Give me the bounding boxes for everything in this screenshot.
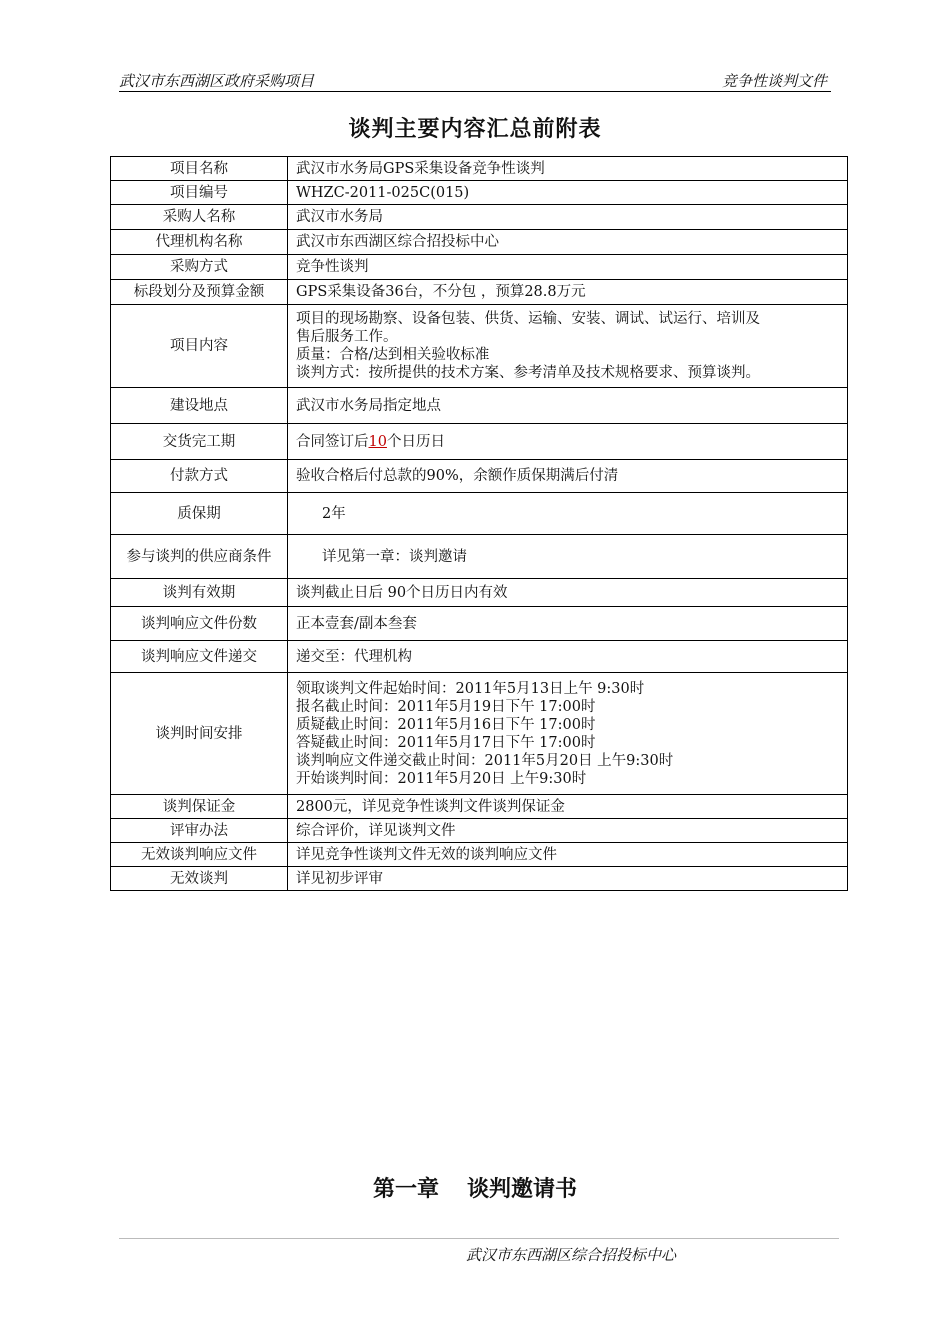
row-value-schedule <box>288 673 848 795</box>
row-value-deposit: 2800元，详见竞争性谈判文件谈判保证金 <box>288 795 848 819</box>
content-line: 项目的现场勘察、设备包装、供货、运输、安装、调试、试运行、培训及 <box>296 311 760 327</box>
schedule-line: 质疑截止时间：2011年5月16日下午 17:00时 <box>296 716 596 733</box>
schedule-line: 答疑截止时间：2011年5月17日下午 17:00时 <box>296 734 596 751</box>
row-value-evaluation: 综合评价，详见谈判文件 <box>288 819 848 843</box>
row-label-method: 采购方式 <box>111 255 288 280</box>
table-row <box>111 535 848 579</box>
header-left-text: 武汉市东西湖区政府采购项目 <box>119 72 315 90</box>
page-footer: 武汉市东西湖区综合招投标中心 <box>466 1246 677 1264</box>
content-line: 谈判方式：按所提供的技术方案、参考清单及技术规格要求、预算谈判。 <box>296 365 760 381</box>
table-row <box>111 493 848 535</box>
table-row <box>111 255 848 280</box>
row-label-invalid-response: 无效谈判响应文件 <box>111 843 288 867</box>
chapter-name: 谈判邀请书 <box>467 1177 578 1202</box>
chapter-number: 第一章 <box>372 1177 439 1202</box>
row-label-agency: 代理机构名称 <box>111 230 288 255</box>
row-label-validity: 谈判有效期 <box>111 579 288 607</box>
row-label-supplier: 参与谈判的供应商条件 <box>111 535 288 579</box>
row-value-payment: 验收合格后付总款的90%，余额作质保期满后付清 <box>288 460 848 493</box>
row-label-schedule: 谈判时间安排 <box>111 673 288 795</box>
row-value-purchaser: 武汉市水务局 <box>288 205 848 230</box>
table-row <box>111 641 848 673</box>
row-value-warranty: 2年 <box>288 493 848 535</box>
row-value-content <box>288 305 848 388</box>
header-right-text: 竞争性谈判文件 <box>721 72 827 90</box>
footer-divider <box>119 1238 839 1239</box>
row-value-budget: GPS采集设备36台，不分包 ，预算28.8万元 <box>288 280 848 305</box>
row-label-purchaser: 采购人名称 <box>111 205 288 230</box>
row-label-copies: 谈判响应文件份数 <box>111 607 288 641</box>
table-row <box>111 388 848 424</box>
table-row <box>111 843 848 867</box>
row-label-evaluation: 评审办法 <box>111 819 288 843</box>
delivery-prefix: 合同签订后 <box>296 433 369 450</box>
row-value-agency: 武汉市东西湖区综合招投标中心 <box>288 230 848 255</box>
schedule-line: 领取谈判文件起始时间：2011年5月13日上午 9:30时 <box>296 680 645 697</box>
row-label-payment: 付款方式 <box>111 460 288 493</box>
page-title: 谈判主要内容汇总前附表 <box>348 117 602 142</box>
row-label-warranty: 质保期 <box>111 493 288 535</box>
table-row <box>111 819 848 843</box>
row-label-site: 建设地点 <box>111 388 288 424</box>
table-row <box>111 673 848 795</box>
table-row <box>111 157 848 181</box>
table-row <box>111 181 848 205</box>
table-row <box>111 795 848 819</box>
row-value-invalid-negotiation: 详见初步评审 <box>288 867 848 891</box>
row-value-submission: 递交至：代理机构 <box>288 641 848 673</box>
row-value-delivery <box>288 424 848 460</box>
table-row <box>111 607 848 641</box>
schedule-line: 谈判响应文件递交截止时间：2011年5月20日 上午9:30时 <box>296 752 674 769</box>
row-label-project-name: 项目名称 <box>111 157 288 181</box>
row-value-supplier: 详见第一章：谈判邀请 <box>288 535 848 579</box>
row-value-project-number: WHZC-2011-025C(015) <box>288 181 848 205</box>
delivery-suffix: 个日历日 <box>386 433 445 450</box>
row-label-delivery: 交货完工期 <box>111 424 288 460</box>
row-value-project-name: 武汉市水务局GPS采集设备竞争性谈判 <box>288 157 848 181</box>
table-row <box>111 867 848 891</box>
row-label-invalid-negotiation: 无效谈判 <box>111 867 288 891</box>
row-value-method: 竞争性谈判 <box>288 255 848 280</box>
table-row <box>111 230 848 255</box>
row-label-submission: 谈判响应文件递交 <box>111 641 288 673</box>
row-label-budget: 标段划分及预算金额 <box>111 280 288 305</box>
content-line: 质量：合格/达到相关验收标准 <box>296 347 490 363</box>
chapter-heading <box>0 1172 950 1203</box>
table-row <box>111 205 848 230</box>
row-value-site: 武汉市水务局指定地点 <box>288 388 848 424</box>
row-label-project-number: 项目编号 <box>111 181 288 205</box>
table-row <box>111 424 848 460</box>
table-row <box>111 305 848 388</box>
schedule-line: 开始谈判时间：2011年5月20日 上午9:30时 <box>296 770 587 787</box>
row-value-invalid-response: 详见竞争性谈判文件无效的谈判响应文件 <box>288 843 848 867</box>
row-label-deposit: 谈判保证金 <box>111 795 288 819</box>
row-value-copies: 正本壹套/副本叁套 <box>288 607 848 641</box>
summary-table <box>110 156 848 891</box>
content-line: 售后服务工作。 <box>296 329 398 345</box>
page-header <box>119 68 831 92</box>
schedule-line: 报名截止时间：2011年5月19日下午 17:00时 <box>296 698 596 715</box>
row-value-validity: 谈判截止日后 90个日历日内有效 <box>288 579 848 607</box>
table-row <box>111 280 848 305</box>
table-row <box>111 460 848 493</box>
table-row <box>111 579 848 607</box>
delivery-days: 10 <box>368 433 387 450</box>
row-label-content: 项目内容 <box>111 305 288 388</box>
